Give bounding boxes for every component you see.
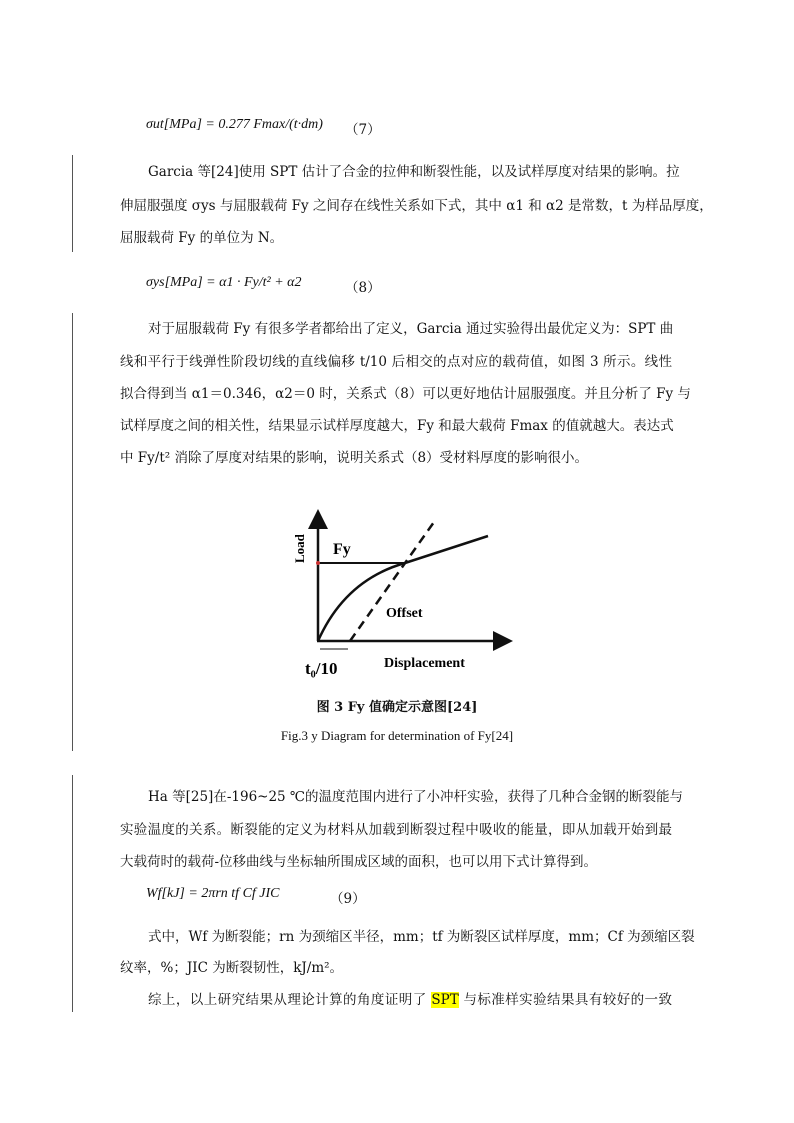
paragraph-line: 实验温度的关系。断裂能的定义为材料从加载到断裂过程中吸收的能量，即从加载开始到最: [120, 822, 672, 838]
displacement-label: Displacement: [384, 656, 465, 671]
paragraph-line: 式中，Wf 为断裂能；rn 为颈缩区半径，mm；tf 为断裂区试样厚度，mm；Cf 为颈缩区裂: [148, 929, 695, 945]
paragraph-line: 线和平行于线弹性阶段切线的直线偏移 t/10 后相交的点对应的载荷值，如图 3 所示。线性: [120, 354, 672, 370]
text: 与标准样实验结果具有较好的一致: [458, 992, 672, 1008]
paragraph-line: [148, 992, 672, 1008]
paragraph-line: 拟合得到当 α1＝0.346，α2＝0 时，关系式（8）可以更好地估计屈服强度。并且分析了 Fy 与: [120, 386, 691, 402]
equation-number: （8）: [345, 280, 381, 296]
paragraph-line: 大载荷时的载荷-位移曲线与坐标轴所围成区域的面积，也可以用下式计算得到。: [120, 854, 598, 870]
t-label: t₀/10: [305, 659, 338, 678]
equation-9: Wf[kJ] = 2πrn tf Cf JIC: [146, 886, 280, 901]
load-label: Load: [292, 534, 307, 563]
offset-label: Offset: [386, 606, 423, 621]
figure-caption-en: Fig.3 y Diagram for determination of Fy[24]: [280, 728, 514, 743]
paragraph-line: Ha 等[25]在-196~25 ℃的温度范围内进行了小冲杆实验，获得了几种合金钢的断裂能与: [148, 789, 684, 805]
equation-7: σut[MPa] = 0.277 Fmax/(t·dm): [146, 117, 323, 132]
paragraph-line: 纹率，%；JIC 为断裂韧性，kJ/m²。: [120, 960, 344, 976]
offset-line: [350, 522, 434, 641]
change-bar: [72, 775, 73, 1012]
paragraph-line: 屈服载荷 Fy 的单位为 N。: [120, 230, 284, 246]
text: 综上，以上研究结果从理论计算的角度证明了: [148, 992, 432, 1008]
equation-number: （7）: [345, 122, 381, 138]
paragraph-line: 中 Fy/t² 消除了厚度对结果的影响，说明关系式（8）受材料厚度的影响很小。: [120, 450, 589, 466]
paragraph-line: 对于屈服载荷 Fy 有很多学者都给出了定义，Garcia 通过实验得出最优定义为：SPT 曲: [148, 321, 674, 337]
equation-number: （9）: [330, 891, 366, 907]
figure-caption-cn: 图 3 Fy 值确定示意图[24]: [316, 700, 478, 715]
fy-label: Fy: [333, 541, 351, 558]
equation-8: σys[MPa] = α1 · Fy/t² + α2: [146, 275, 302, 290]
paragraph-line: 伸屈服强度 σys 与屈服载荷 Fy 之间存在线性关系如下式，其中 α1 和 α2 是常数，t 为样品厚度，: [120, 198, 713, 214]
fy-marker: [316, 561, 320, 565]
paragraph-line: Garcia 等[24]使用 SPT 估计了合金的拉伸和断裂性能，以及试样厚度对结果的影响。拉: [148, 164, 680, 180]
paragraph-line: 试样厚度之间的相关性，结果显示试样厚度越大，Fy 和最大载荷 Fmax 的值就越大。表达式: [120, 418, 674, 434]
highlighted-text: SPT: [431, 992, 459, 1008]
